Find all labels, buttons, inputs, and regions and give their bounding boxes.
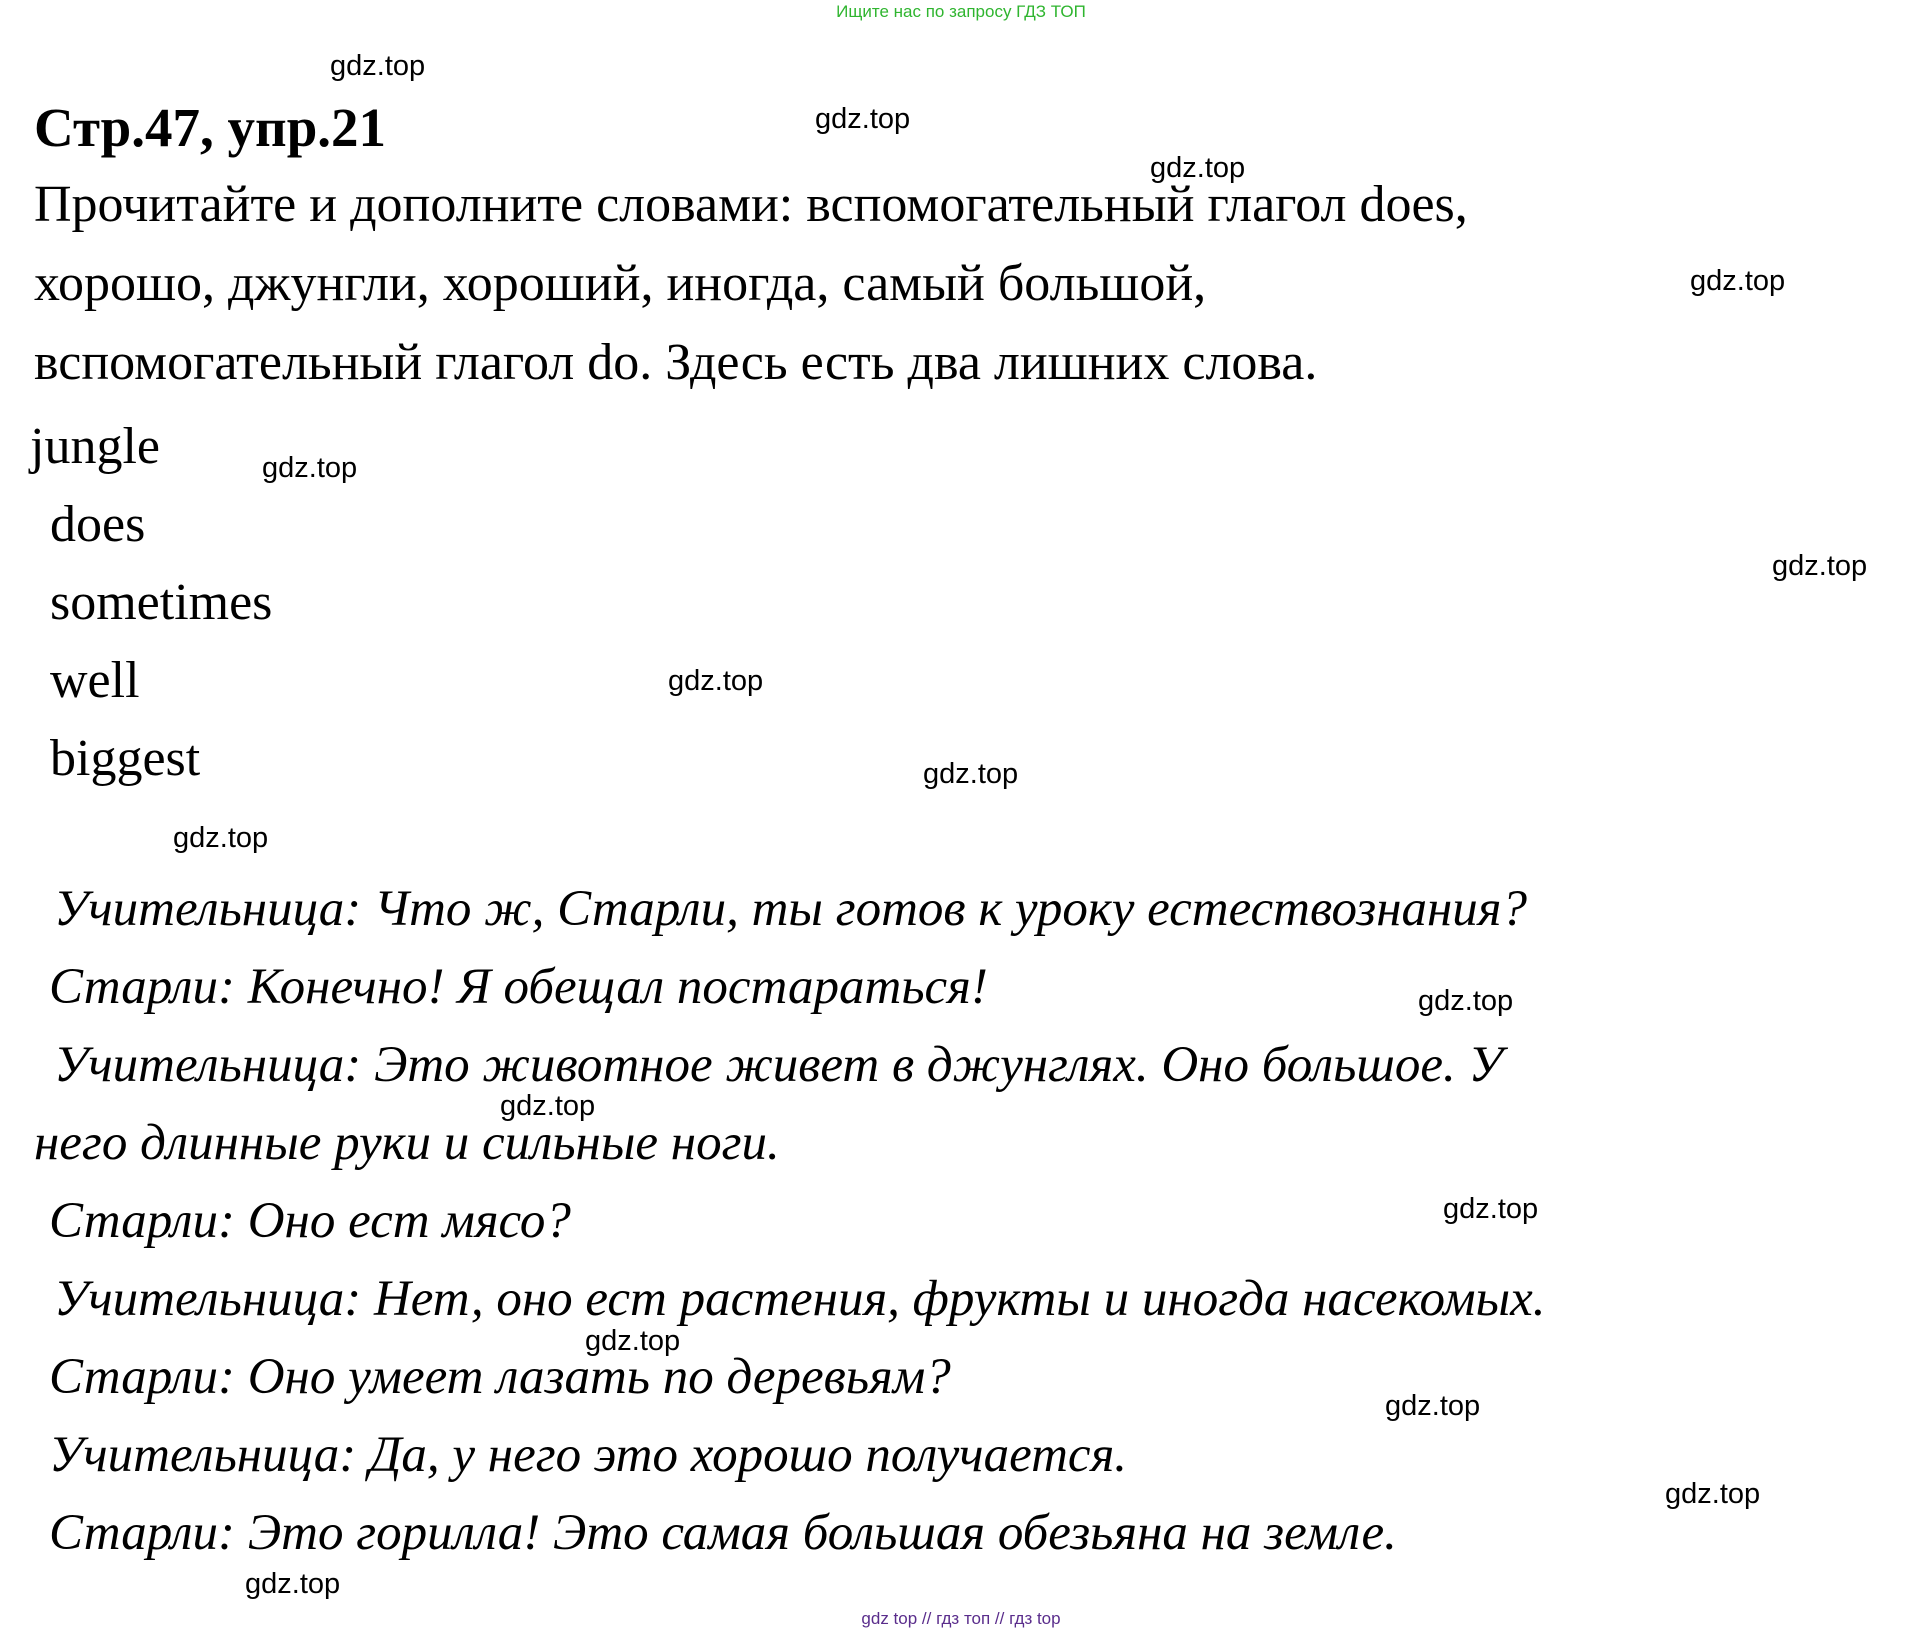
dialogue-line: Учительница: Это животное живет в джунглях. Оно большое. У [54, 1037, 1503, 1093]
watermark: gdz.top [815, 103, 911, 135]
dialogue-line: Учительница: Что ж, Старли, ты готов к уроку естествознания? [54, 881, 1527, 937]
exercise-instruction [34, 165, 1468, 402]
watermark: gdz.top [245, 1568, 341, 1600]
instruction-line: хорошо, джунгли, хороший, иногда, самый большой, [34, 255, 1207, 312]
watermark: gdz.top [1772, 550, 1868, 582]
instruction-line: вспомогательный глагол do. Здесь есть два лишних слова. [34, 334, 1318, 391]
page-title: Стр.47, упр.21 [34, 97, 387, 158]
word-item: well [50, 652, 140, 709]
dialogue-line: Учительница: Да, у него это хорошо получается. [49, 1427, 1128, 1483]
watermark: gdz.top [330, 50, 426, 82]
watermark: gdz.top [1690, 265, 1786, 297]
dialogue-line: Учительница: Нет, оно ест растения, фрукты и иногда насекомых. [54, 1271, 1546, 1327]
word-item: jungle [30, 418, 160, 475]
dialogue-line: Старли: Это горилла! Это самая большая обезьяна на земле. [49, 1505, 1397, 1561]
watermark: gdz.top [668, 665, 764, 697]
word-list [30, 408, 272, 798]
watermark: gdz.top [1665, 1478, 1761, 1510]
watermark: gdz.top [262, 452, 358, 484]
watermark: gdz.top [173, 822, 269, 854]
watermark: gdz.top [923, 758, 1019, 790]
dialogue-line: Старли: Конечно! Я обещал постараться! [49, 959, 988, 1015]
footer-links: gdz top // гдз топ // гдз top [861, 1609, 1061, 1628]
word-item: does [50, 496, 146, 553]
watermark: gdz.top [1150, 152, 1246, 184]
dialogue-text [34, 870, 1546, 1572]
watermark: gdz.top [1385, 1390, 1481, 1422]
top-banner: Ищите нас по запросу ГДЗ ТОП [836, 2, 1086, 21]
watermark: gdz.top [585, 1325, 681, 1357]
word-item: sometimes [50, 574, 273, 631]
instruction-line: Прочитайте и дополните словами: вспомогательный глагол does, [34, 176, 1468, 233]
dialogue-line: Старли: Оно ест мясо? [49, 1193, 571, 1249]
watermark: gdz.top [500, 1090, 596, 1122]
watermark: gdz.top [1443, 1193, 1539, 1225]
watermark: gdz.top [1418, 985, 1514, 1017]
word-item: biggest [50, 730, 201, 787]
dialogue-line: него длинные руки и сильные ноги. [34, 1115, 780, 1171]
dialogue-line: Старли: Оно умеет лазать по деревьям? [49, 1349, 951, 1405]
